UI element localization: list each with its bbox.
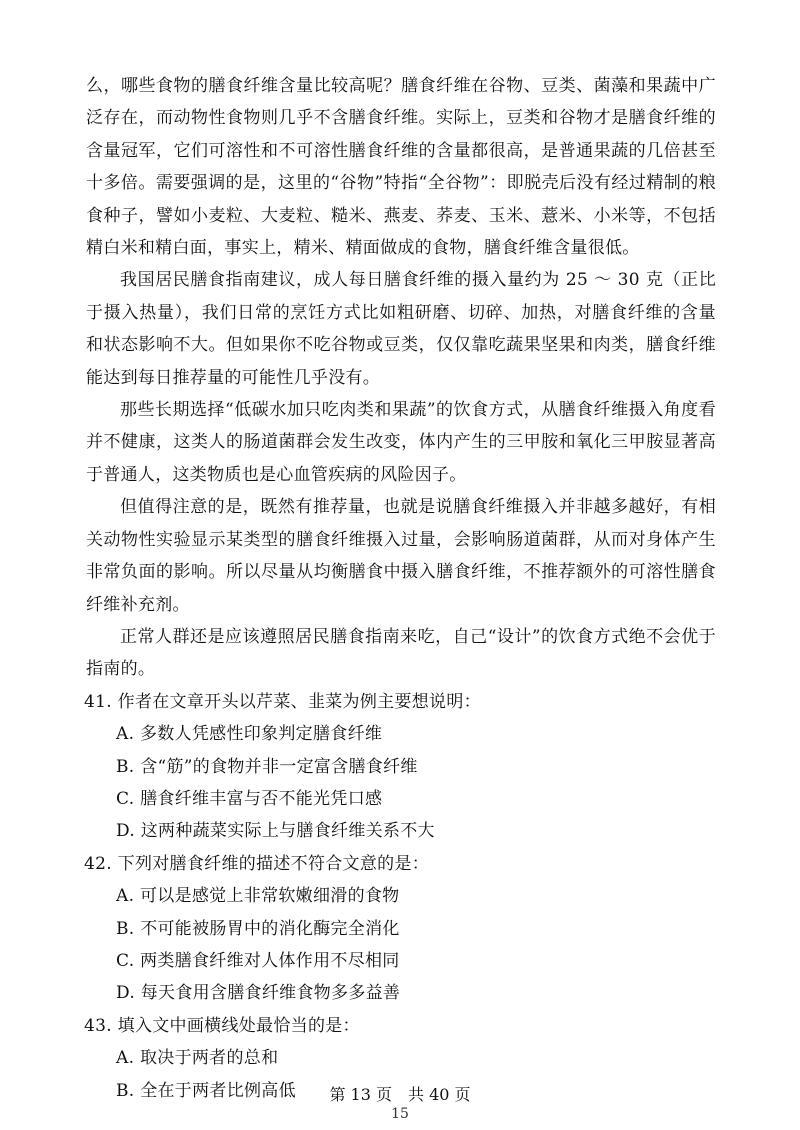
paragraph: 么，哪些食物的膳食纤维含量比较高呢？膳食纤维在谷物、豆类、菌藻和果蔬中广泛存在，而动物性食物则几乎不含膳食纤维。实际上，豆类和谷物才是膳食纤维的含量冠军，它们可溶性和不可溶性膳食纤维的含量都很高，是普通果蔬的几倍甚至十多倍。需要强调的是，这里的“谷物”特指“全谷物”：即脱壳后没有经过精制的粮食种子，譬如小麦粒、大麦粒、糙米、燕麦、荞麦、玉米、薏米、小米等，不包括精白米和精白面，事实上，精米、精面做成的食物，膳食纤维含量很低。: [86, 76, 716, 259]
option-b[interactable]: B. 全在于两者比例高低: [116, 1080, 296, 1101]
option-b[interactable]: B. 不可能被肠胃中的消化酶完全消化: [116, 918, 400, 939]
question-stem: 41. 作者在文章开头以芹菜、韭菜为例主要想说明：: [84, 691, 481, 712]
paragraph: 但值得注意的是，既然有推荐量，也就是说膳食纤维摄入并非越多越好，有相关动物性实验显示某类型的膳食纤维摄入过量，会影响肠道菌群，从而对身体产生非常负面的影响。所以尽量从均衡膳食中摄入膳食纤维，不推荐额外的可溶性膳食纤维补充剂。: [86, 497, 716, 615]
page-number-label: 第 13 页 共 40 页: [329, 1085, 471, 1104]
option-c[interactable]: C. 膳食纤维丰富与否不能光凭口感: [116, 788, 383, 809]
paragraph: 那些长期选择“低碳水加只吃肉类和果蔬”的饮食方式，从膳食纤维摄入角度看并不健康，这类人的肠道菌群会发生改变，体内产生的三甲胺和氧化三甲胺显著高于普通人，这类物质也是心血管疾病的风险因子。: [86, 400, 716, 485]
scan-page-number: 15: [391, 1106, 409, 1122]
option-c[interactable]: C. 两类膳食纤维对人体作用不尽相同: [116, 950, 400, 971]
question-stem: 43. 填入文中画横线处最恰当的是：: [84, 1015, 360, 1036]
paragraph: 正常人群还是应该遵照居民膳食指南来吃，自己“设计”的饮食方式绝不会优于指南的。: [86, 626, 716, 680]
option-a[interactable]: A. 取决于两者的总和: [116, 1048, 279, 1069]
article-body: [86, 70, 716, 1107]
option-a[interactable]: A. 多数人凭感性印象判定膳食纤维: [116, 724, 383, 745]
question-stem: 42. 下列对膳食纤维的描述不符合文意的是：: [84, 853, 430, 874]
option-d[interactable]: D. 这两种蔬菜实际上与膳食纤维关系不大: [116, 821, 435, 842]
option-d[interactable]: D. 每天食用含膳食纤维食物多多益善: [116, 983, 401, 1004]
question-41: [86, 686, 716, 848]
option-b[interactable]: B. 含“筋”的食物并非一定富含膳食纤维: [116, 756, 418, 777]
option-a[interactable]: A. 可以是感觉上非常软嫩细滑的食物: [116, 886, 400, 907]
paragraph: 我国居民膳食指南建议，成人每日膳食纤维的摄入量约为 25 ～ 30 克（正比于摄入热量），我们日常的烹饪方式比如粗研磨、切碎、加热，对膳食纤维的含量和状态影响不大。但如果你不吃谷物或豆类，仅仅靠吃蔬果坚果和肉类，膳食纤维能达到每日推荐量的可能性几乎没有。: [86, 270, 716, 388]
question-42: [86, 848, 716, 1010]
